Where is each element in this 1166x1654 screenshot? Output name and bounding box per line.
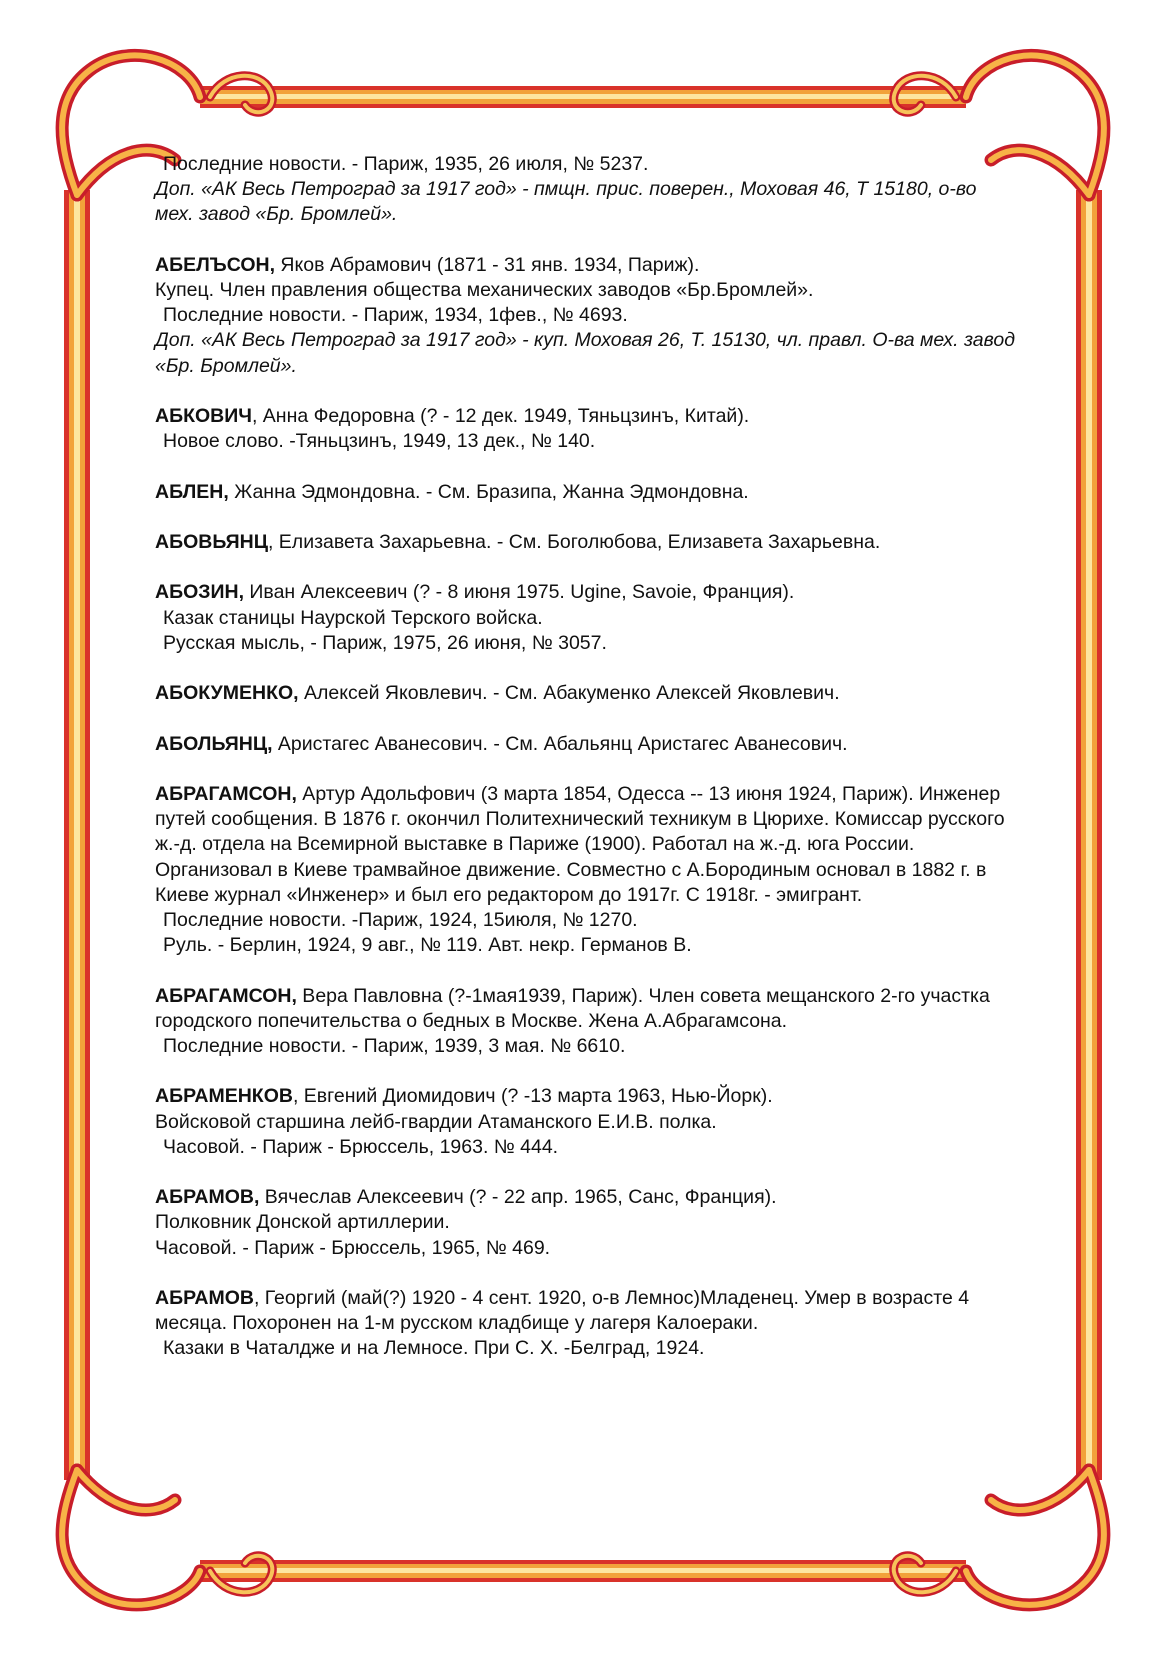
entry-source: Последние новости. - Париж, 1935, 26 июля, № 5237. [163, 153, 649, 175]
biography-entry [155, 480, 1015, 505]
entry-source: Руль. - Берлин, 1924, 9 авг., № 119. Авт. некр. Германов В. [163, 934, 692, 957]
entry-heading-line [155, 782, 1015, 908]
biography-entry [155, 530, 1015, 555]
entry-details: Артур Адольфович (3 марта 1854, Одесса -- 13 июня 1924, Париж). Инженер путей сообщения. В 1876 г. окончил Политехнический техникум в Цюрихе. Комиссар русского ж.-д. отдела на Всемирной выставке в Париже (1900). Работал на ж.-д. юга России. Организовал в Киеве трамвайное движение. Совместно с А.Бородиным основал в 1882 г. в Киеве журнал «Инженер» и был его редактором до 1917г. С 1918г. - эмигрант. [155, 782, 1005, 906]
entry-details: Вячеслав Алексеевич (? - 22 апр. 1965, Санс, Франция). [259, 1186, 777, 1209]
entry-name: АБРАГАМСОН, [155, 782, 297, 805]
entry-heading-line [155, 681, 1015, 706]
entry-source: Новое слово. -Тяньцзинъ, 1949, 13 дек., № 140. [163, 430, 596, 453]
entry-name: АБЕЛЪСОН, [155, 253, 276, 276]
entry-heading-line [155, 1286, 1015, 1336]
biography-entry [155, 404, 1015, 454]
biography-entry [155, 1185, 1015, 1261]
entry-details: Яков Абрамович (1871 - 31 янв. 1934, Париж). [275, 253, 700, 276]
entry-name: АБОЗИН, [155, 581, 244, 604]
document-body [155, 152, 1015, 1387]
entry-name: АБКОВИЧ [155, 405, 252, 427]
entry-details: , Анна Федоровна (? - 12 дек. 1949, Тяньцзинъ, Китай). [251, 405, 750, 427]
entry-details: , Георгий (май(?) 1920 - 4 сент. 1920, о-в Лемнос)Младенец. Умер в возрасте 4 месяца. Похоронен на 1-м русском кладбище у лагеря Калоераки. [155, 1286, 970, 1335]
entry-source: Последние новости. - Париж, 1939, 3 мая. № 6610. [163, 1034, 626, 1057]
entry-name: АБРАМЕНКОВ [155, 1085, 293, 1108]
biography-entry [155, 984, 1015, 1060]
entry-source: Часовой. - Париж - Брюссель, 1963. № 444. [163, 1135, 559, 1158]
entry-source: Русская мысль, - Париж, 1975, 26 июня, № 3057. [163, 631, 607, 654]
entry-details: Аристагес Аванесович. - См. Абальянц Аристагес Аванесович. [272, 732, 848, 755]
entry-addendum: Доп. «АК Весь Петроград за 1917 год» - пмщн. прис. поверен., Моховая 46, Т 15180, о-во мех. завод «Бр. Бромлей». [155, 178, 977, 226]
entry-heading-line [155, 253, 1015, 278]
entry-details: , Евгений Диомидович (? -13 марта 1963, Нью-Йорк). [292, 1085, 773, 1108]
biography-entry [155, 253, 1015, 379]
entry-heading-line [155, 1084, 1015, 1109]
entry-name: АБРАМОВ, [155, 1186, 260, 1209]
biography-entry [155, 580, 1015, 656]
entry-heading-line [155, 984, 1015, 1034]
entry-source: Последние новости. -Париж, 1924, 15июля, № 1270. [163, 908, 638, 931]
biography-entry [155, 732, 1015, 757]
entry-details: Иван Алексеевич (? - 8 июня 1975. Ugine, Savoie, Франция). [244, 581, 795, 604]
entry-heading-line [155, 1185, 1015, 1210]
entry-text: Полковник Донской артиллерии. [155, 1211, 450, 1234]
entry-name: АБОКУМЕНКО, [155, 682, 299, 705]
entry-name: АБОЛЬЯНЦ, [155, 732, 273, 755]
entry-text: Войсковой старшина лейб-гвардии Атаманского Е.И.В. полка. [155, 1110, 717, 1133]
biography-entry [155, 1286, 1015, 1362]
entry-name: АБРАГАМСОН, [155, 984, 297, 1007]
entry-name: АБРАМОВ [155, 1286, 254, 1309]
entry-name: АБОВЬЯНЦ [155, 530, 268, 553]
biography-entry [155, 782, 1015, 958]
entry-name: АБЛЕН, [155, 480, 229, 503]
entry-text: Часовой. - Париж - Брюссель, 1965, № 469. [155, 1236, 551, 1259]
entry-source: Последние новости. - Париж, 1934, 1фев., № 4693. [163, 304, 628, 327]
entry-heading-line [155, 404, 1015, 429]
entry-details: , Елизавета Захарьевна. - См. Боголюбова, Елизавета Захарьевна. [267, 530, 881, 553]
entry-heading-line [155, 732, 1015, 757]
entry-heading-line [155, 580, 1015, 605]
entry-details: Жанна Эдмондовна. - См. Бразипа, Жанна Эдмондовна. [228, 480, 749, 503]
entry-source: Казак станицы Наурской Терского войска. [163, 606, 543, 629]
entry-heading-line [155, 530, 1015, 555]
entry-details: Алексей Яковлевич. - См. Абакуменко Алексей Яковлевич. [298, 682, 840, 705]
entry-details: Вера Павловна (?-1мая1939, Париж). Член совета мещанского 2-го участка городского попечительства о бедных в Москве. Жена А.Абрагамсона. [155, 984, 990, 1032]
entry-heading-line [155, 480, 1015, 505]
biography-entry [155, 152, 1015, 228]
entry-addendum: Доп. «АК Весь Петроград за 1917 год» - куп. Моховая 26, Т. 15130, чл. правл. О-ва мех. завод «Бр. Бромлей». [155, 329, 1016, 377]
entry-text: Купец. Член правления общества механических заводов «Бр.Бромлей». [155, 279, 814, 301]
biography-entry [155, 681, 1015, 706]
entry-source: Казаки в Чаталдже и на Лемносе. При С. Х. -Белград, 1924. [163, 1337, 705, 1360]
biography-entry [155, 1084, 1015, 1160]
